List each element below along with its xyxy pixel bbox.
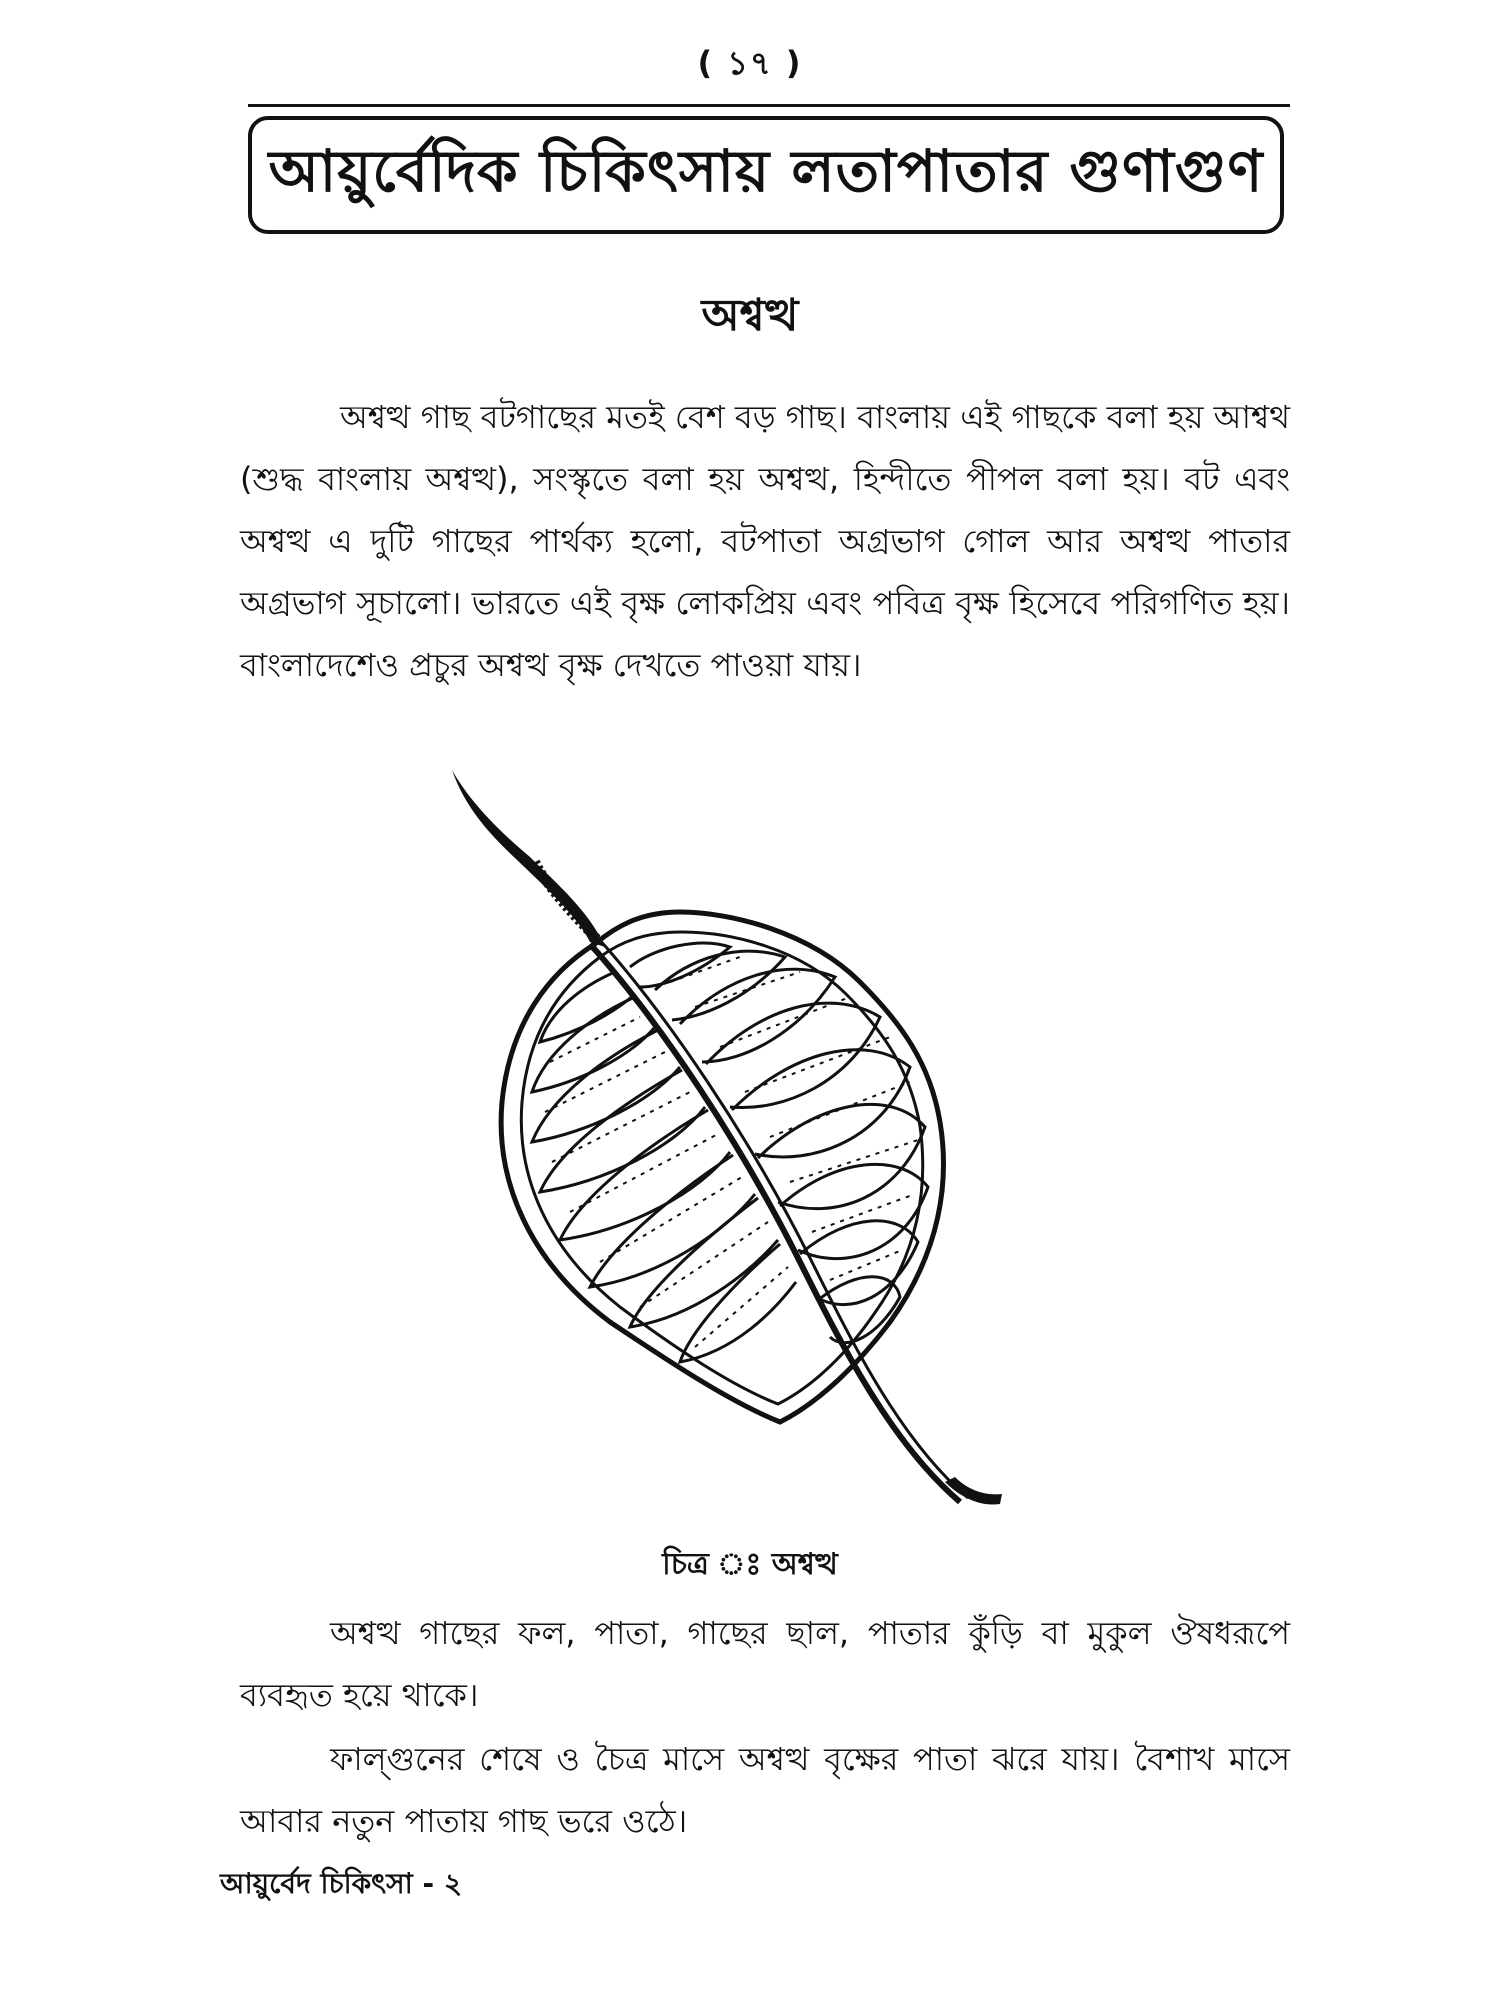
section-heading: অশ্বত্থ: [701, 290, 799, 341]
page-number: ( ১৭ ): [697, 44, 803, 82]
top-rule: [248, 104, 1290, 107]
figure-caption: চিত্র ঃ অশ্বত্থ: [662, 1547, 838, 1582]
chapter-title: আয়ুর্বেদিক চিকিৎসায় লতাপাতার গুণাগুণ: [268, 136, 1264, 205]
leaf-veins: [532, 943, 928, 1362]
page-footer: আয়ুর্বেদ চিকিৎসা - ২: [220, 1867, 463, 1900]
chapter-title-box: [248, 116, 1284, 234]
peepal-leaf-illustration: [440, 762, 1100, 1542]
paragraph-intro: অশ্বত্থ গাছ বটগাছের মতই বেশ বড় গাছ। বাংলায় এই গাছকে বলা হয় আশ্বথ (শুদ্ধ বাংলায় অশ্বত্থ), সংস্কৃতে বলা হয় অশ্বত্থ, হিন্দীতে পীপল বলা হয়। বট এবং অশ্বত্থ এ দুটি গাছের পার্থক্য হলো, বটপাতা অগ্রভাগ গোল আর অশ্বত্থ পাতার অগ্রভাগ সূচালো। ভারতে এই বৃক্ষ লোকপ্রিয় এবং পবিত্র বৃক্ষ হিসেবে পরিগণিত হয়। বাংলাদেশেও প্রচুর অশ্বত্থ বৃক্ষ দেখতে পাওয়া যায়।: [240, 398, 1290, 684]
paragraph-uses: অশ্বত্থ গাছের ফল, পাতা, গাছের ছাল, পাতার কুঁড়ি বা মুকুল ঔষধরূপে ব্যবহৃত হয়ে থাকে।: [240, 1614, 1290, 1714]
leaf-drip-tip: [452, 770, 605, 947]
paragraph-season: ফাল্গুনের শেষে ও চৈত্র মাসে অশ্বত্থ বৃক্ষের পাতা ঝরে যায়। বৈশাখ মাসে আবার নতুন পাতায় গাছ ভরে ওঠে।: [240, 1740, 1290, 1840]
leaf-stalk: [945, 1477, 1002, 1505]
